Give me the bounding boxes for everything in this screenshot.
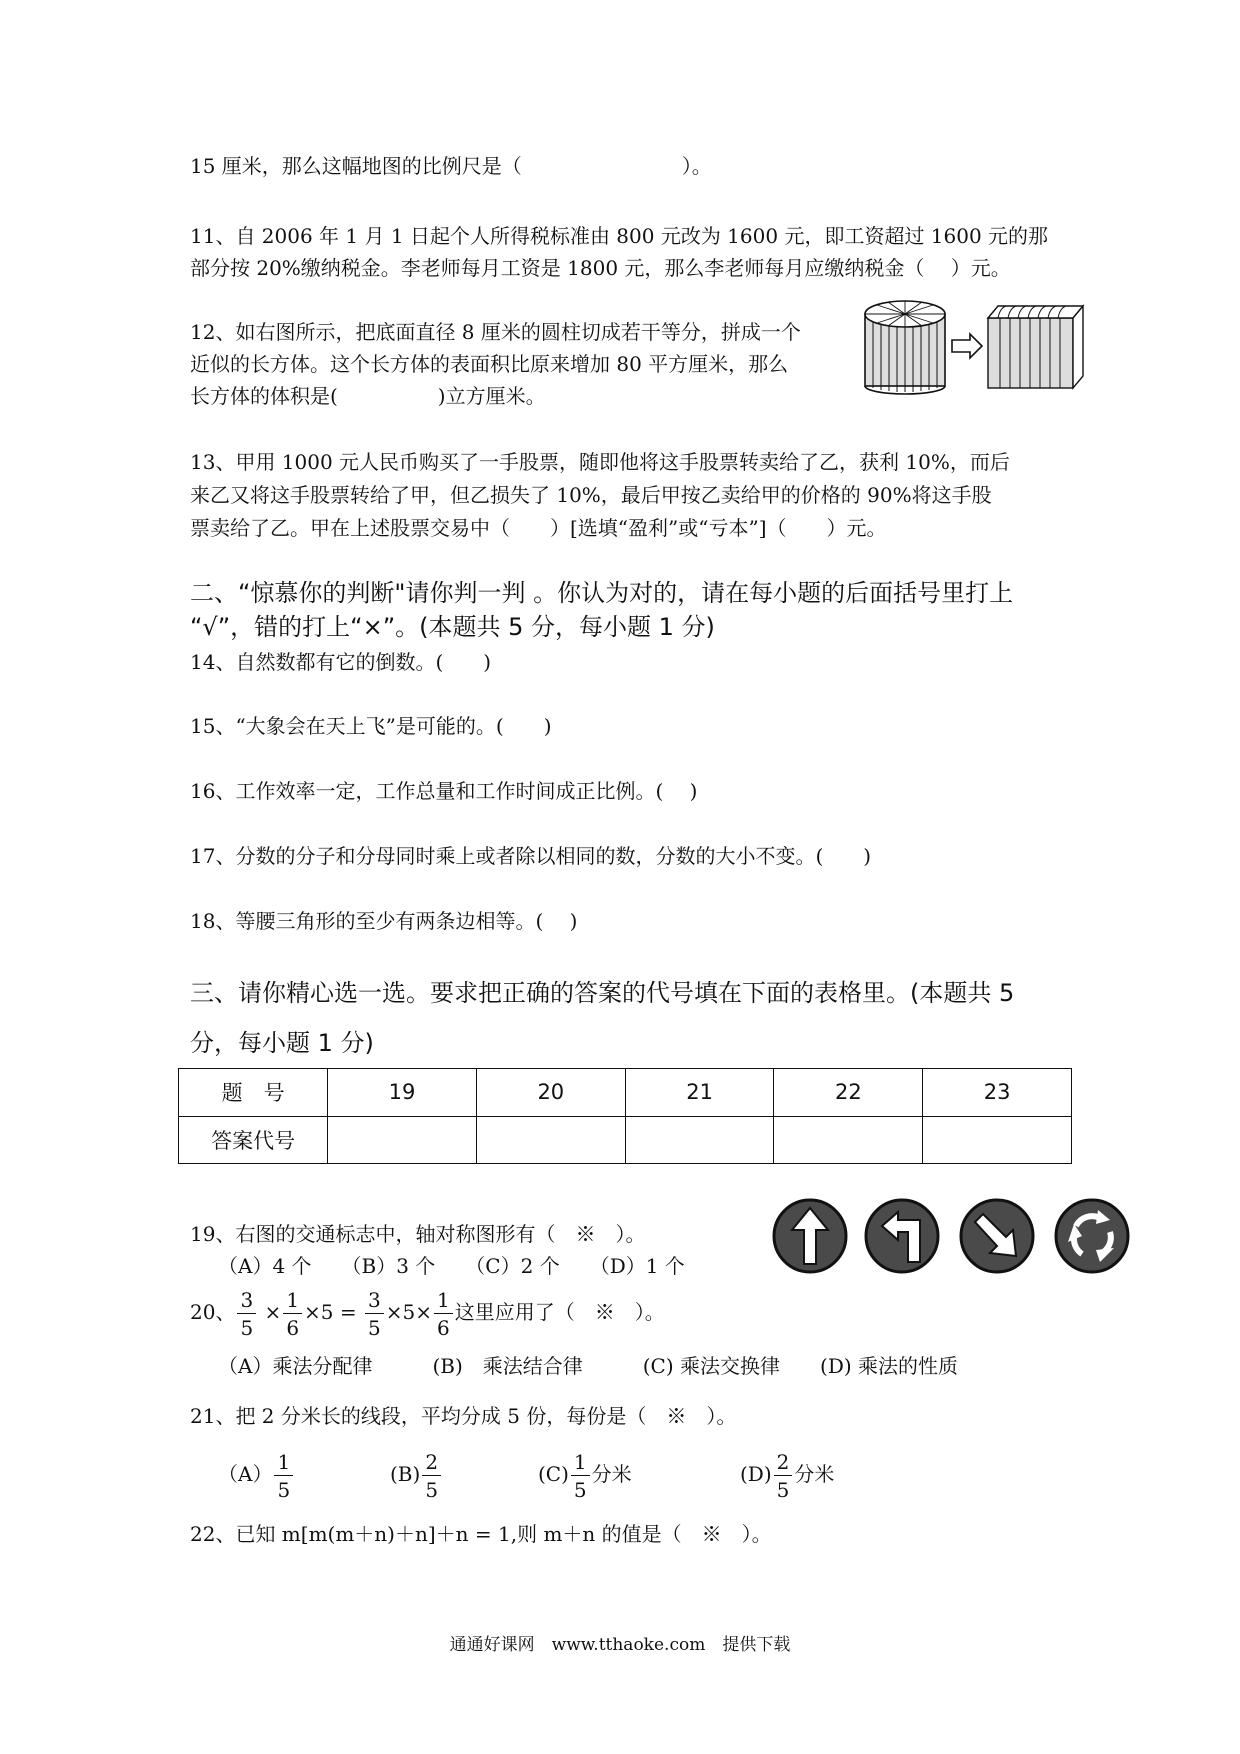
q20-options: （A）乘法分配律 (B) 乘法结合律 (C) 乘法交换律 (D) 乘法的性质: [218, 1354, 959, 1378]
q10-tail: 15 厘米，那么这幅地图的比例尺是（ ）。: [190, 154, 712, 178]
table-row: [179, 1069, 1072, 1117]
table-header-cell: 19: [328, 1069, 477, 1117]
operator: ×: [264, 1300, 282, 1324]
fraction: $\frac{1}{5}$: [274, 1452, 293, 1500]
q15: 15、“大象会在天上飞”是可能的。( ): [190, 714, 552, 738]
fraction: $\frac{3}{5}$: [237, 1290, 256, 1338]
q12-line2: 近似的长方体。这个长方体的表面积比原来增加 80 平方厘米，那么: [190, 352, 789, 376]
left-turn-icon: [866, 1200, 938, 1272]
table-header-cell: 22: [774, 1069, 923, 1117]
cylinder-icon: [865, 301, 945, 394]
operator: ×5 =: [304, 1300, 357, 1324]
fraction: $\frac{2}{5}$: [774, 1452, 793, 1500]
q12-line1: 12、如右图所示，把底面直径 8 厘米的圆柱切成若干等分，拼成一个: [190, 320, 801, 344]
traffic-signs-figure: [770, 1196, 1132, 1278]
answer-cell-21[interactable]: [625, 1116, 774, 1164]
answer-cell-22[interactable]: [774, 1116, 923, 1164]
answer-cell-19[interactable]: [328, 1116, 477, 1164]
answer-cell-20[interactable]: [476, 1116, 625, 1164]
q20-suffix: 这里应用了（ ※ ）。: [454, 1300, 665, 1324]
cylinder-to-cuboid-figure: [860, 296, 1090, 396]
q17: 17、分数的分子和分母同时乘上或者除以相同的数，分数的大小不变。( ): [190, 844, 872, 868]
q13-line1: 13、甲用 1000 元人民币购买了一手股票，随即他将这手股票转卖给了乙，获利 10%，而后: [190, 450, 1010, 474]
q11-line1: 11、自 2006 年 1 月 1 日起个人所得税标准由 800 元改为 1600 元，即工资超过 1600 元的那: [190, 224, 1049, 248]
q16: 16、工作效率一定，工作总量和工作时间成正比例。( ): [190, 779, 698, 803]
q19-options: （A）4 个 （B）3 个 （C）2 个 （D）1 个: [218, 1254, 685, 1278]
answer-table: [178, 1068, 1072, 1164]
fraction: $\frac{1}{6}$: [434, 1290, 453, 1338]
q12-line3: 长方体的体积是( )立方厘米。: [190, 384, 546, 408]
arrow-right-icon: [952, 334, 982, 358]
roundabout-icon: [1056, 1200, 1128, 1272]
section2-heading-line2: “√”，错的打上“×”。(本题共 5 分，每小题 1 分): [190, 613, 715, 641]
table-header-cell: 20: [476, 1069, 625, 1117]
table-header-cell: 23: [923, 1069, 1072, 1117]
table-header-cell: 题 号: [179, 1069, 328, 1117]
fraction: $\frac{2}{5}$: [422, 1452, 441, 1500]
q14: 14、自然数都有它的倒数。( ): [190, 650, 492, 674]
section3-heading-line2: 分，每小题 1 分): [190, 1029, 374, 1057]
q22: 22、已知 m[m(m＋n)＋n]＋n = 1,则 m＋n 的值是（ ※ ）。: [190, 1522, 772, 1546]
q21-option-b: (B) $\frac{2}{5}$: [390, 1444, 443, 1504]
q13-line3: 票卖给了乙。甲在上述股票交易中（ ）[选填“盈利”或“亏本”]（ ）元。: [190, 516, 887, 540]
fraction: $\frac{3}{5}$: [365, 1290, 384, 1338]
q20-expression: [190, 1282, 665, 1342]
q13-line2: 来乙又将这手股票转给了甲，但乙损失了 10%，最后甲按乙卖给甲的价格的 90%将这手股: [190, 483, 992, 507]
straight-arrow-icon: [774, 1200, 846, 1272]
section2-heading-line1: 二、“惊慕你的判断"请你判一判 。你认为对的，请在每小题的后面括号里打上: [190, 579, 1014, 607]
q19-stem: 19、右图的交通标志中，轴对称图形有（ ※ ）。: [190, 1222, 646, 1246]
cuboid-icon: [988, 306, 1083, 388]
fraction: $\frac{1}{5}$: [571, 1452, 590, 1500]
q21-option-d: (D) $\frac{2}{5}$ 分米: [740, 1449, 835, 1502]
table-row: [179, 1116, 1072, 1164]
q21-stem: 21、把 2 分米长的线段，平均分成 5 份，每份是（ ※ ）。: [190, 1404, 737, 1428]
fraction: $\frac{1}{6}$: [283, 1290, 302, 1338]
diagonal-arrow-icon: [961, 1200, 1033, 1272]
operator: ×5×: [385, 1300, 432, 1324]
section3-heading-line1: 三、请你精心选一选。要求把正确的答案的代号填在下面的表格里。(本题共 5: [190, 979, 1015, 1007]
q21-option-a: （A） $\frac{1}{5}$: [218, 1444, 295, 1504]
answer-row-label: 答案代号: [179, 1116, 328, 1164]
footer-source: 通通好课网 www.tthaoke.com 提供下载: [449, 1635, 791, 1655]
q21-option-c: (C) $\frac{1}{5}$ 分米: [538, 1449, 632, 1502]
table-header-cell: 21: [625, 1069, 774, 1117]
q20-prefix: 20、: [190, 1300, 236, 1324]
q18: 18、等腰三角形的至少有两条边相等。( ): [190, 909, 578, 933]
q11-line2: 部分按 20%缴纳税金。李老师每月工资是 1800 元，那么李老师每月应缴纳税金（ ）元。: [190, 256, 1011, 280]
answer-cell-23[interactable]: [923, 1116, 1072, 1164]
